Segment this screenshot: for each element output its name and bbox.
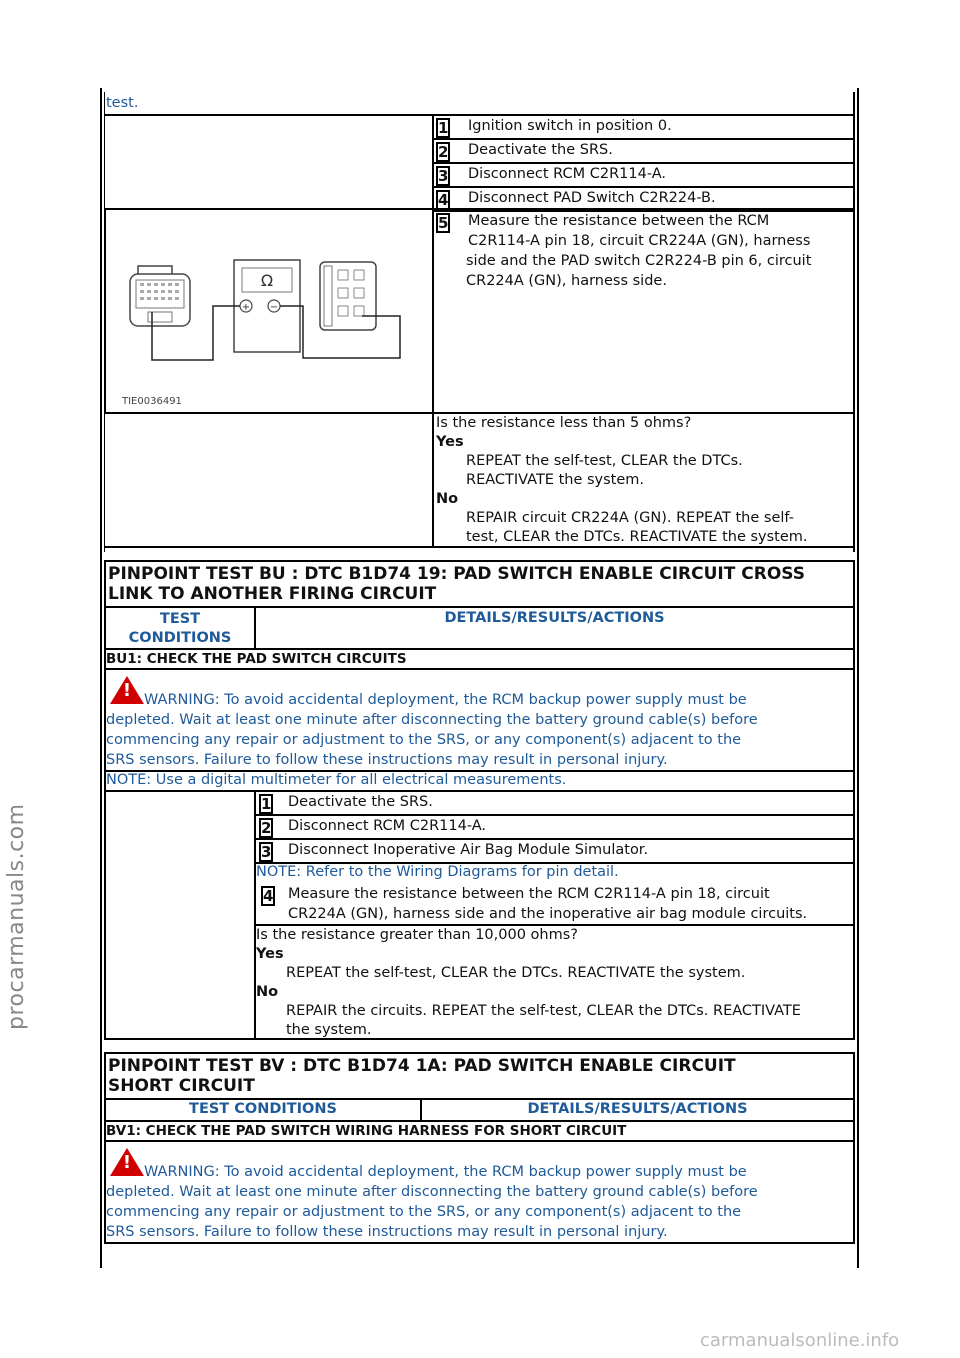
no-label: No xyxy=(436,491,459,507)
bu-yes-label: Yes xyxy=(256,946,284,962)
bu-question: Is the resistance greater than 10,000 ohms? xyxy=(256,927,578,943)
bu-step-text-3: Disconnect Inoperative Air Bag Module Simulator. xyxy=(288,842,649,858)
bv-col2-label: DETAILS/RESULTS/ACTIONS xyxy=(527,1101,748,1117)
warning-line: depleted. Wait at least one minute after disconnecting the battery ground cable(s) before xyxy=(106,1184,758,1200)
bv-title xyxy=(108,1056,736,1096)
warning-line: WARNING: To avoid accidental deployment, the RCM backup power supply must be xyxy=(144,1164,747,1180)
continued-text: test. xyxy=(106,95,139,111)
step-number-1: 1 xyxy=(438,119,449,137)
step-text-2: Deactivate the SRS. xyxy=(468,142,613,158)
bu-step-number-1: 1 xyxy=(261,795,272,813)
step-number-4: 4 xyxy=(438,191,449,209)
bv-col1-label: TEST CONDITIONS xyxy=(189,1101,337,1117)
warning-line: SRS sensors. Failure to follow these instructions may result in personal injury. xyxy=(106,752,668,768)
warning-line: depleted. Wait at least one minute after disconnecting the battery ground cable(s) before xyxy=(106,712,758,728)
bv-warning-text xyxy=(106,1162,758,1242)
svg-text:−: − xyxy=(269,302,279,313)
step-number-5: 5 xyxy=(438,214,449,232)
warning-line: commencing any repair or adjustment to the SRS, or any component(s) adjacent to the xyxy=(106,1204,742,1220)
bu-step-4-line: Measure the resistance between the RCM C2R114-A pin 18, circuit xyxy=(288,886,770,902)
bu-title-line: LINK TO ANOTHER FIRING CIRCUIT xyxy=(108,584,437,604)
bu-col1-line: TEST xyxy=(159,611,201,627)
page-left-border xyxy=(100,88,102,1268)
bu-left-cell xyxy=(104,790,256,1040)
bu-warning-text xyxy=(106,690,758,770)
bv-title-line: PINPOINT TEST BV : DTC B1D74 1A: PAD SWITCH ENABLE CIRCUIT xyxy=(108,1056,736,1076)
bu-no-label: No xyxy=(256,984,279,1000)
bu-step-4-line: CR224A (GN), harness side and the inoperative air bag module circuits. xyxy=(288,906,808,922)
bv-title-line: SHORT CIRCUIT xyxy=(108,1076,255,1096)
step-5-line: C2R114-A pin 18, circuit CR224A (GN), harness xyxy=(468,233,811,249)
bu-col1-label xyxy=(104,610,256,648)
step-text-4: Disconnect PAD Switch C2R224-B. xyxy=(468,190,716,206)
bu-yes-line: REPEAT the self-test, CLEAR the DTCs. REACTIVATE the system. xyxy=(286,965,746,981)
bu-no-line: the system. xyxy=(286,1022,372,1038)
bu-title-line: PINPOINT TEST BU : DTC B1D74 19: PAD SWITCH ENABLE CIRCUIT CROSS xyxy=(108,564,805,584)
svg-text:+: + xyxy=(241,302,251,313)
results-content xyxy=(436,414,808,547)
bu-step-4-text xyxy=(288,884,807,924)
step-5-text xyxy=(466,211,811,291)
warning-exclamation-icon: ! xyxy=(122,1152,132,1173)
figure-label: TIE0036491 xyxy=(122,396,182,407)
bu-step-text-1: Deactivate the SRS. xyxy=(288,794,433,810)
warning-line: SRS sensors. Failure to follow these instructions may result in personal injury. xyxy=(106,1224,668,1240)
yes-line: REACTIVATE the system. xyxy=(466,472,645,488)
side-watermark: procarmanuals.com xyxy=(4,803,29,1030)
yes-line: REPEAT the self-test, CLEAR the DTCs. xyxy=(466,453,743,469)
bu-col1-line: CONDITIONS xyxy=(128,630,232,646)
bu-note: NOTE: Use a digital multimeter for all electrical measurements. xyxy=(106,772,567,788)
bu-col2-label: DETAILS/RESULTS/ACTIONS xyxy=(444,610,665,626)
bu-step-number-2: 2 xyxy=(261,819,272,837)
warning-line: commencing any repair or adjustment to the SRS, or any component(s) adjacent to the xyxy=(106,732,742,748)
yes-label: Yes xyxy=(436,434,464,450)
bu-note2: NOTE: Refer to the Wiring Diagrams for pin detail. xyxy=(256,864,619,880)
step-5-line: side and the PAD switch C2R224-B pin 6, circuit xyxy=(466,253,812,269)
meter-symbol: Ω xyxy=(260,271,274,290)
page-right-border xyxy=(857,88,859,1268)
warning-line: WARNING: To avoid accidental deployment, the RCM backup power supply must be xyxy=(144,692,747,708)
warning-exclamation-icon: ! xyxy=(122,680,132,701)
bu-step-number-4: 4 xyxy=(263,887,274,905)
no-line: REPAIR circuit CR224A (GN). REPEAT the self- xyxy=(466,510,794,526)
bu-step-number-3: 3 xyxy=(261,843,272,861)
step-5-line: CR224A (GN), harness side. xyxy=(466,273,667,289)
bu-no-line: REPAIR the circuits. REPEAT the self-test, CLEAR the DTCs. REACTIVATE xyxy=(286,1003,801,1019)
footer-watermark: carmanualsonline.info xyxy=(700,1330,900,1351)
step-text-3: Disconnect RCM C2R114-A. xyxy=(468,166,667,182)
section-end-rule xyxy=(104,546,855,548)
no-line: test, CLEAR the DTCs. REACTIVATE the system. xyxy=(466,529,808,545)
question: Is the resistance less than 5 ohms? xyxy=(436,415,692,431)
bu-step-text-2: Disconnect RCM C2R114-A. xyxy=(288,818,487,834)
connector-resistance-diagram xyxy=(108,212,430,410)
bu-step-header-text: BU1: CHECK THE PAD SWITCH CIRCUITS xyxy=(106,651,407,667)
bu-results-content xyxy=(256,926,801,1040)
bv-step-header-text: BV1: CHECK THE PAD SWITCH WIRING HARNESS FOR SHORT CIRCUIT xyxy=(106,1123,627,1139)
bu-title xyxy=(108,564,805,604)
step-text-1: Ignition switch in position 0. xyxy=(468,118,672,134)
step-5-line: Measure the resistance between the RCM xyxy=(468,213,770,229)
step-number-3: 3 xyxy=(438,167,449,185)
step-number-2: 2 xyxy=(438,143,449,161)
